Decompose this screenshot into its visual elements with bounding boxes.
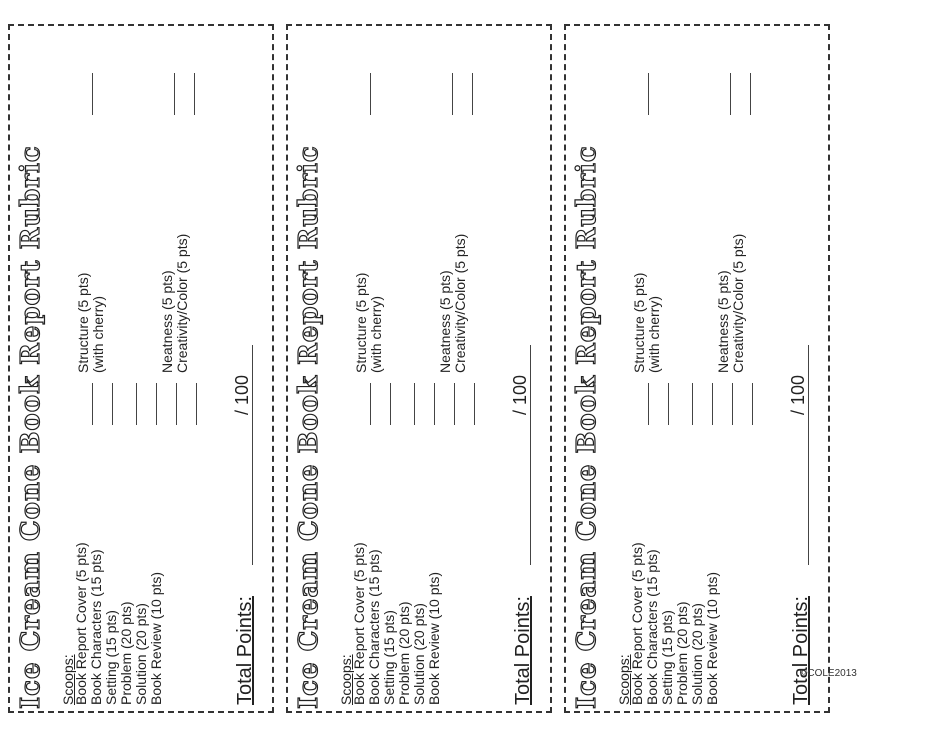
list-item: Book Report Cover (5 pts) (351, 542, 367, 705)
blank-line (370, 383, 371, 425)
blank-line (668, 383, 669, 425)
list-item: Book Report Cover (5 pts) (73, 542, 89, 705)
blank-line (92, 73, 93, 115)
blank-line (136, 383, 137, 425)
scoops-heading: Scoops: (60, 654, 76, 705)
total-points-value: / 100 (510, 374, 530, 415)
list-item: Problem (20 pts) (118, 601, 134, 705)
list-item: Book Review (10 pts) (148, 571, 164, 705)
blank-line (414, 383, 415, 425)
list-item: Solution (20 pts) (133, 603, 149, 705)
total-points-label: Total Points: (234, 596, 256, 705)
list-item: Creativity/Color (5 pts) (730, 233, 746, 373)
blank-line (752, 383, 753, 425)
right-items-top (354, 273, 384, 373)
list-item: Book Characters (15 pts) (366, 549, 382, 705)
list-item: Solution (20 pts) (411, 603, 427, 705)
list-item: (with cherry) (368, 295, 384, 373)
blank-line (692, 383, 693, 425)
blank-line (434, 383, 435, 425)
list-item: Problem (20 pts) (674, 601, 690, 705)
blank-line (176, 383, 177, 425)
rubric-card-1 (8, 24, 274, 713)
rubric-title: Ice Cream Cone Book Report Rubric (572, 145, 602, 709)
rubric-title: Ice Cream Cone Book Report Rubric (16, 145, 46, 709)
blank-line (370, 73, 371, 115)
copyright-text: ©COLE2013 (800, 668, 857, 679)
scoops-list (630, 542, 720, 705)
blank-line (472, 73, 473, 115)
right-items-top (76, 273, 106, 373)
blank-line (712, 383, 713, 425)
list-item: Structure (5 pts) (353, 272, 369, 373)
blank-line (750, 73, 751, 115)
list-item: Book Review (10 pts) (704, 571, 720, 705)
scoops-list (74, 542, 164, 705)
list-item: (with cherry) (646, 295, 662, 373)
blank-line (732, 383, 733, 425)
rubric-card-2 (286, 24, 552, 713)
blank-line (92, 383, 93, 425)
list-item: (with cherry) (90, 295, 106, 373)
list-item: Book Characters (15 pts) (644, 549, 660, 705)
total-points-value: / 100 (788, 374, 808, 415)
list-item: Neatness (5 pts) (159, 270, 175, 373)
blank-line (648, 73, 649, 115)
total-points-value: / 100 (232, 374, 252, 415)
list-item: Setting (15 pts) (659, 610, 675, 705)
total-points-label: Total Points: (790, 596, 812, 705)
list-item: Structure (5 pts) (75, 272, 91, 373)
right-items-bottom (160, 234, 190, 373)
list-item: Book Review (10 pts) (426, 571, 442, 705)
list-item: Structure (5 pts) (631, 272, 647, 373)
list-item: Setting (15 pts) (381, 610, 397, 705)
blank-line (474, 383, 475, 425)
list-item: Setting (15 pts) (103, 610, 119, 705)
blank-line (174, 73, 175, 115)
rubric-title: Ice Cream Cone Book Report Rubric (294, 145, 324, 709)
scoops-heading: Scoops: (338, 654, 354, 705)
list-item: Neatness (5 pts) (437, 270, 453, 373)
blank-line (454, 383, 455, 425)
scoops-list (352, 542, 442, 705)
rubric-card-3 (564, 24, 830, 713)
list-item: Neatness (5 pts) (715, 270, 731, 373)
right-items-top (632, 273, 662, 373)
blank-line (156, 383, 157, 425)
blank-line (196, 383, 197, 425)
blank-line (390, 383, 391, 425)
right-items-bottom (438, 234, 468, 373)
total-points-label: Total Points: (512, 596, 534, 705)
list-item: Solution (20 pts) (689, 603, 705, 705)
blank-line (194, 73, 195, 115)
right-items-bottom (716, 234, 746, 373)
list-item: Creativity/Color (5 pts) (174, 233, 190, 373)
list-item: Creativity/Color (5 pts) (452, 233, 468, 373)
list-item: Book Report Cover (5 pts) (629, 542, 645, 705)
blank-line (648, 383, 649, 425)
list-item: Problem (20 pts) (396, 601, 412, 705)
list-item: Book Characters (15 pts) (88, 549, 104, 705)
scoops-heading: Scoops: (616, 654, 632, 705)
blank-line (730, 73, 731, 115)
blank-line (452, 73, 453, 115)
blank-line (112, 383, 113, 425)
